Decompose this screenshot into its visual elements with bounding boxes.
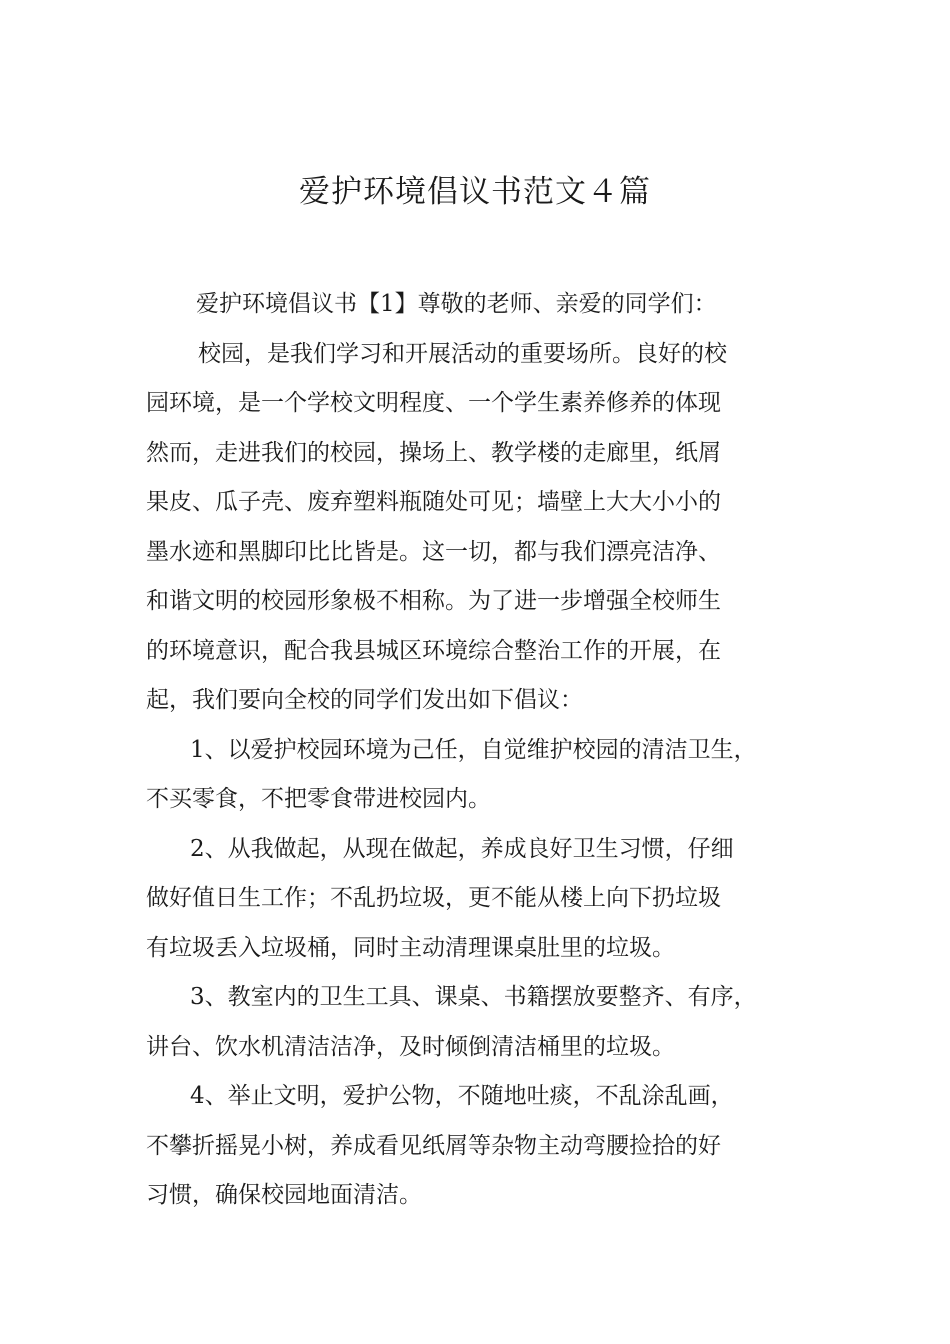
text-line: 然而，走进我们的校园，操场上、教学楼的走廊里，纸屑 [146, 439, 721, 466]
text-line: 的环境意识，配合我县城区环境综合整治工作的开展，在 [146, 637, 721, 664]
document-title: 爱护环境倡议书范文４篇 [299, 174, 651, 210]
text-line: 和谐文明的校园形象极不相称。为了进一步增强全校师生 [146, 588, 721, 614]
text-line: 爱护环境倡议书【1】尊敬的老师、亲爱的同学们： [196, 291, 717, 317]
text-line: 2、从我做起，从现在做起，养成良好卫生习惯，仔细 [190, 835, 734, 862]
text-line: 有垃圾丢入垃圾桶，同时主动清理课桌肚里的垃圾。 [146, 934, 675, 961]
text-line: 3、教室内的卫生工具、课桌、书籍摆放要整齐、有序， [190, 984, 757, 1010]
text-line: 不攀折摇晃小树，养成看见纸屑等杂物主动弯腰捡拾的好 [146, 1132, 721, 1159]
document-body [146, 280, 846, 1221]
text-line: 墨水迹和黑脚印比比皆是。这一切，都与我们漂亮洁净、 [146, 538, 721, 565]
text-line: 做好值日生工作；不乱扔垃圾，更不能从楼上向下扔垃圾 [146, 885, 721, 911]
text-line: 校园，是我们学习和开展活动的重要场所。良好的校 [198, 340, 727, 367]
text-line: 1、以爱护校园环境为己任，自觉维护校园的清洁卫生， [190, 736, 757, 763]
text-line: 起，我们要向全校的同学们发出如下倡议： [146, 687, 583, 713]
text-line: 习惯，确保校园地面清洁。 [146, 1182, 422, 1208]
text-line: 果皮、瓜子壳、废弃塑料瓶随处可见；墙壁上大大小小的 [146, 489, 721, 515]
text-line: 4、举止文明，爱护公物，不随地吐痰，不乱涂乱画， [190, 1083, 734, 1109]
text-line: 讲台、饮水机清洁洁净，及时倾倒清洁桶里的垃圾。 [146, 1033, 675, 1060]
text-line: 不买零食，不把零食带进校园内。 [146, 786, 491, 812]
text-line: 园环境，是一个学校文明程度、一个学生素养修养的体现 [146, 390, 721, 416]
